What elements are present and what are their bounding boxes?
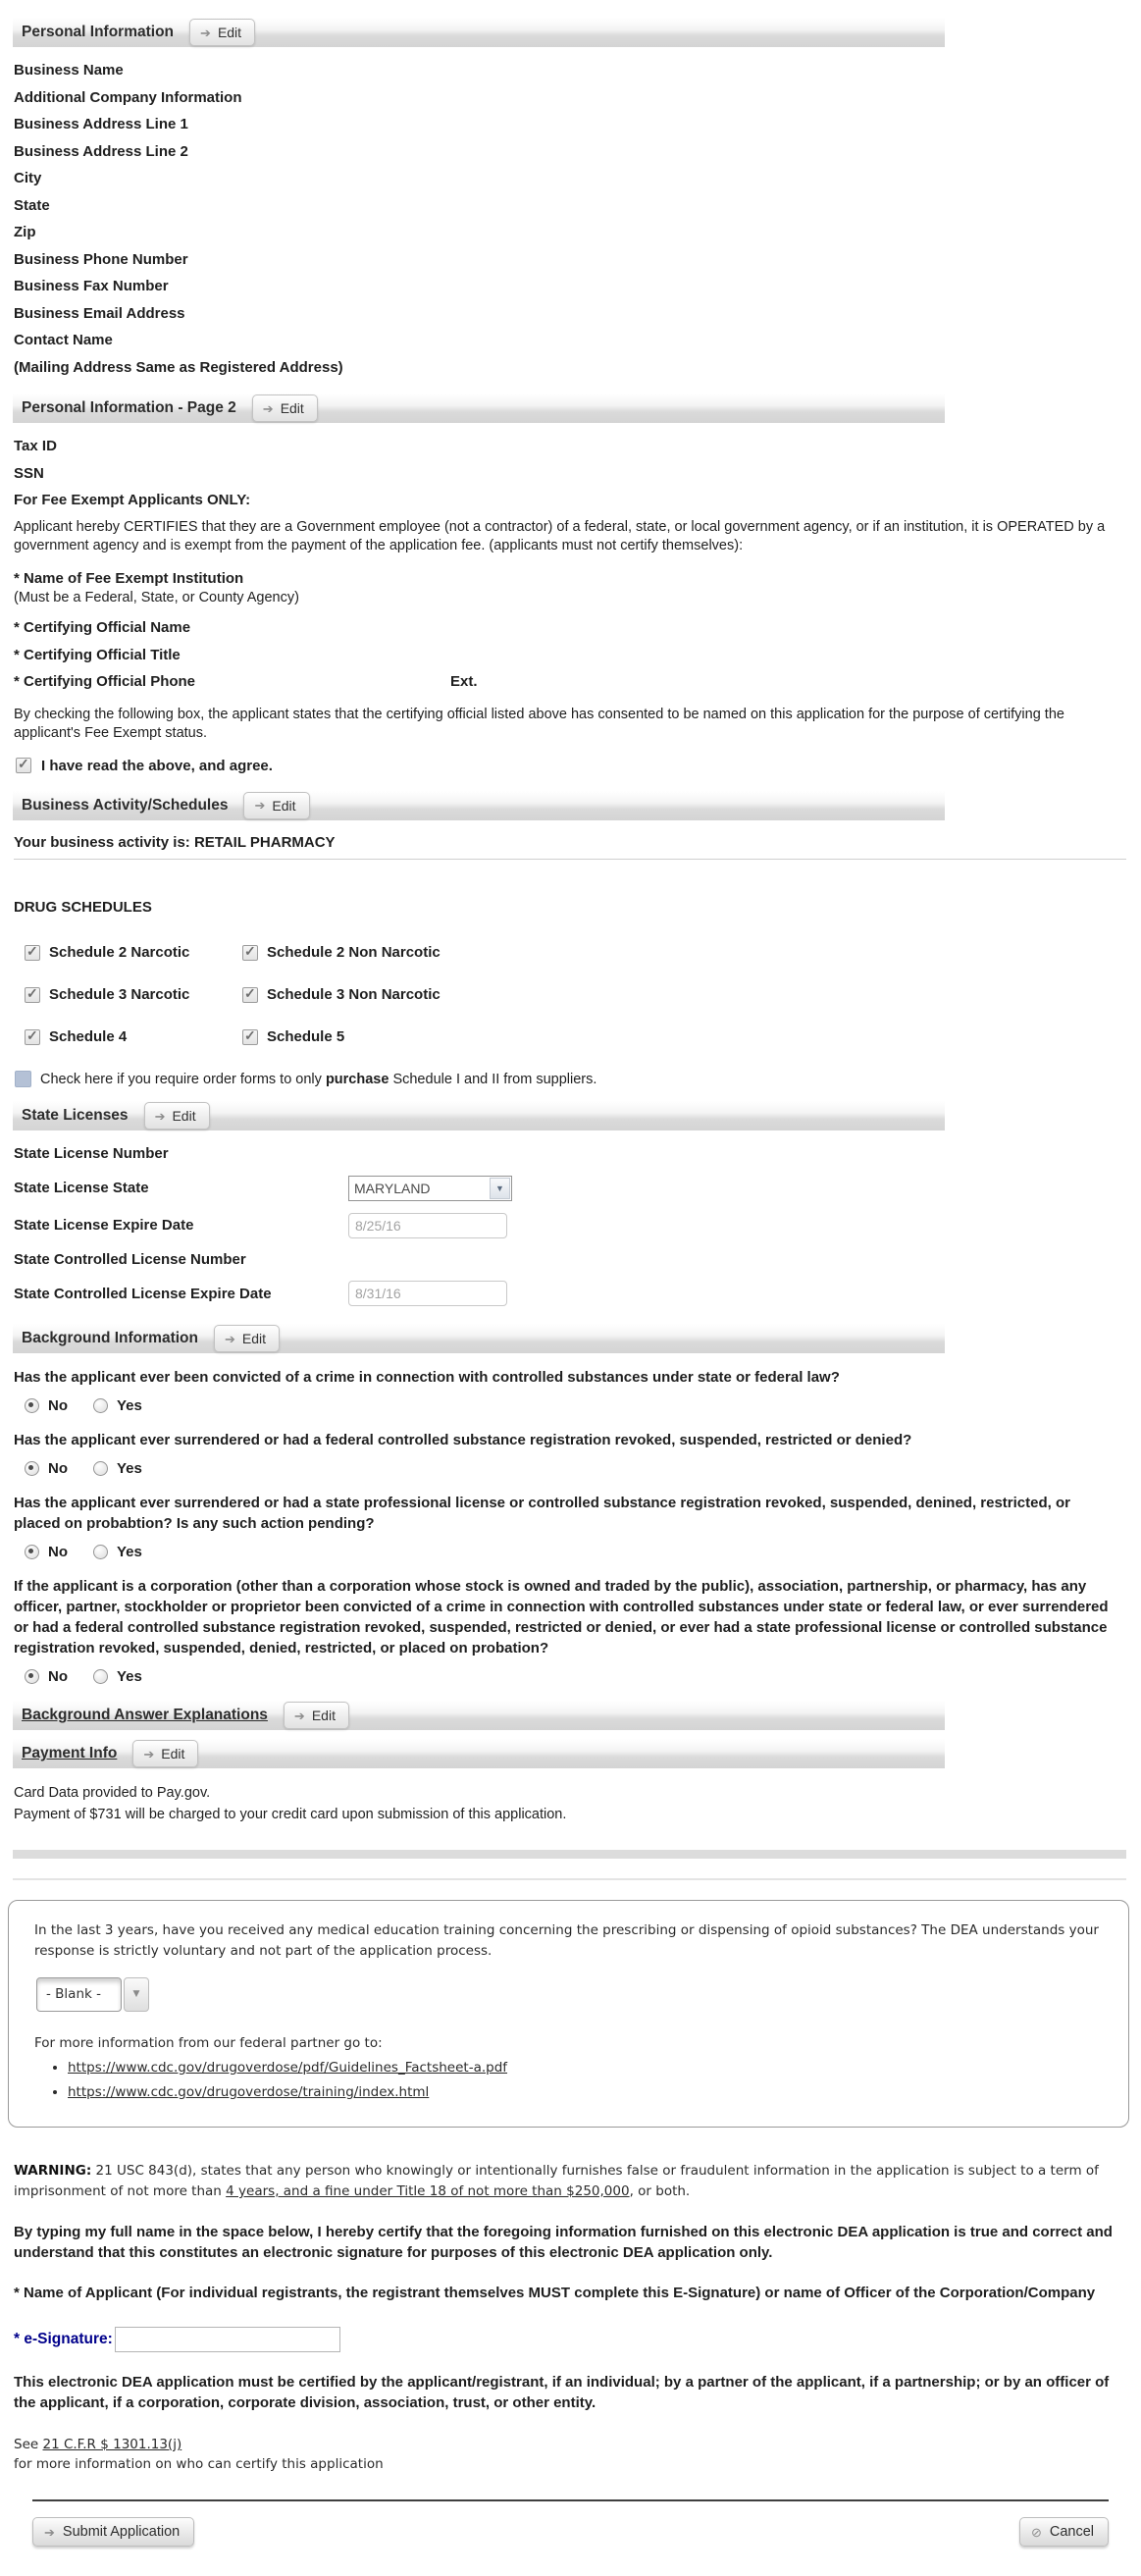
esignature-row	[14, 2327, 1141, 2352]
background-answer-3	[25, 1544, 1141, 1560]
dropdown-value: - Blank -	[36, 1977, 122, 2012]
arrow-right-icon: ➔	[44, 2524, 55, 2540]
field-label-certifying-official-title: * Certifying Official Title	[14, 646, 181, 663]
schedule-label: Schedule 2 Non Narcotic	[267, 944, 441, 961]
drug-schedules-heading: DRUG SCHEDULES	[14, 898, 152, 916]
field-label-state-license-expire: State License Expire Date	[14, 1217, 194, 1234]
section-header-background-explanations	[13, 1701, 945, 1730]
section-header-personal-info-2	[13, 394, 945, 423]
edit-button-label: Edit	[311, 1708, 336, 1723]
section-header-payment-info	[13, 1739, 945, 1768]
esignature-label: * e-Signature:	[14, 2331, 113, 2347]
answer-option-no	[25, 1668, 68, 1685]
section-title: Background Answer Explanations	[22, 1707, 268, 1723]
schedule-2-non-narcotic-checkbox[interactable]	[242, 945, 258, 961]
schedule-3-narcotic-checkbox[interactable]	[25, 987, 40, 1003]
section-title: Payment Info	[22, 1745, 118, 1761]
schedule-label: Schedule 5	[267, 1028, 345, 1045]
opioid-survey-box	[8, 1900, 1129, 2128]
section-title: State Licenses	[22, 1107, 129, 1124]
agree-checkbox[interactable]	[16, 758, 31, 773]
field-label-email: Business Email Address	[14, 304, 185, 322]
schedule-item	[242, 986, 535, 1003]
radio-no-label: No	[48, 1668, 68, 1685]
radio-no-selected[interactable]	[25, 1545, 39, 1559]
radio-no-label: No	[48, 1460, 68, 1477]
section-header-state-licenses	[13, 1101, 945, 1130]
drug-schedules-grid	[25, 944, 535, 1045]
field-label-address-line-1: Business Address Line 1	[14, 116, 188, 132]
chevron-down-icon: ▼	[490, 1178, 510, 1199]
background-question-3: Has the applicant ever surrendered or had a state professional license or controlled substance registration revoked, suspended, denined, restricted, or placed on probabtion? Is any such action pending?	[14, 1495, 1070, 1532]
radio-no-label: No	[48, 1544, 68, 1560]
schedule-label: Schedule 2 Narcotic	[49, 944, 190, 961]
background-answer-4	[25, 1668, 1141, 1685]
warning-penalty-text: 4 years, and a fine under Title 18 of not more than $250,000	[226, 2183, 630, 2199]
edit-state-licenses-button[interactable]	[144, 1102, 210, 1130]
cancel-button[interactable]	[1019, 2517, 1109, 2547]
arrow-right-icon: ➔	[224, 1331, 235, 1346]
controlled-license-expire-input[interactable]	[348, 1281, 507, 1306]
opioid-question: In the last 3 years, have you received any medical education training concerning the prescribing or dispensing of opioid substances? The DEA understands your response is strictly voluntary and not part of the application process.	[34, 1922, 1099, 1959]
schedule-label: Schedule 3 Non Narcotic	[267, 986, 441, 1003]
schedule-item	[242, 944, 535, 961]
field-label-contact-name: Contact Name	[14, 332, 113, 348]
schedule-item	[25, 1028, 242, 1045]
schedule-4-checkbox[interactable]	[25, 1029, 40, 1045]
radio-yes[interactable]	[93, 1669, 108, 1684]
section-title: Business Activity/Schedules	[22, 796, 229, 814]
answer-option-no	[25, 1397, 68, 1414]
edit-button-label: Edit	[161, 1746, 185, 1761]
state-license-expire-input[interactable]	[348, 1213, 507, 1238]
answer-option-yes	[93, 1397, 142, 1414]
state-license-state-select[interactable]	[348, 1176, 512, 1201]
agree-row	[16, 758, 1141, 774]
answer-option-yes	[93, 1668, 142, 1685]
field-label-ssn: SSN	[14, 464, 44, 482]
edit-background-info-button[interactable]	[214, 1325, 280, 1352]
payment-line-1: Card Data provided to Pay.gov.	[14, 1785, 211, 1801]
field-label-state-license-state: State License State	[14, 1180, 149, 1196]
arrow-right-icon: ➔	[154, 1108, 166, 1124]
field-label-controlled-license-number: State Controlled License Number	[14, 1250, 246, 1268]
radio-yes-label: Yes	[117, 1668, 142, 1685]
field-label-city: City	[14, 170, 42, 186]
edit-payment-info-button[interactable]	[132, 1740, 198, 1767]
section-title: Background Information	[22, 1330, 198, 1346]
payment-line-2: Payment of $731 will be charged to your credit card upon submission of this application.	[14, 1806, 567, 1822]
field-label-business-name: Business Name	[14, 62, 124, 79]
cfr-link[interactable]: 21 C.F.R $ 1301.13(j)	[42, 2437, 182, 2452]
field-label-additional-company-info: Additional Company Information	[14, 88, 242, 106]
edit-button-label: Edit	[280, 400, 304, 416]
esignature-input[interactable]	[115, 2327, 340, 2352]
cdc-guidelines-link[interactable]: https://www.cdc.gov/drugoverdose/pdf/Guidelines_Factsheet-a.pdf	[68, 2060, 508, 2076]
warning-label: WARNING:	[14, 2163, 92, 2179]
background-question-2: Has the applicant ever surrendered or had a federal controlled substance registration revoked, suspended, restricted or denied?	[14, 1432, 912, 1448]
radio-yes[interactable]	[93, 1461, 108, 1476]
schedule-label: Schedule 4	[49, 1028, 128, 1045]
field-label-tax-id: Tax ID	[14, 438, 57, 454]
section-header-background-info	[13, 1324, 945, 1353]
warning-paragraph: WARNING: 21 USC 843(d), states that any person who knowingly or intentionally furnishes false or fraudulent information in the application is subject to a term of imprisonment of not more than 4 years, and a fine under Title 18 of not more than $250,000, or both.	[14, 2163, 1099, 2199]
background-answer-2	[25, 1460, 1141, 1477]
fee-exempt-text: Applicant hereby CERTIFIES that they are a Government employee (not a contractor) of a federal, state, or local government agency, or if an institution, it is OPERATED by a government agency and is exempt from the payment of the application fee. (applicants must not certify themselves):	[14, 518, 1106, 553]
field-label-certifying-official-phone-row	[14, 673, 1141, 692]
chevron-down-icon[interactable]: ▼	[124, 1977, 149, 2012]
radio-no-selected[interactable]	[25, 1461, 39, 1476]
radio-no-selected[interactable]	[25, 1669, 39, 1684]
submit-application-button[interactable]	[32, 2517, 194, 2547]
edit-personal-info-2-button[interactable]	[252, 394, 318, 422]
schedule-3-non-narcotic-checkbox[interactable]	[242, 987, 258, 1003]
more-info-text: For more information from our federal partner go to:	[34, 2035, 383, 2051]
fee-exempt-heading: For Fee Exempt Applicants ONLY:	[14, 492, 251, 508]
edit-button-label: Edit	[241, 1331, 267, 1346]
certified-by-statement: This electronic DEA application must be certified by the applicant/registrant, if an individual; by a partner of the applicant, if a partnership; or by an officer of the applicant, if a corporation, corporate division, association, trust, or other entity.	[14, 2374, 1110, 2411]
section-title: Personal Information	[22, 24, 175, 40]
field-label-controlled-license-expire: State Controlled License Expire Date	[14, 1285, 272, 1302]
edit-button-label: Edit	[217, 25, 242, 40]
business-activity-value: Your business activity is: RETAIL PHARMACY	[14, 834, 1126, 860]
edit-personal-info-button[interactable]	[189, 19, 255, 46]
action-bar	[32, 2499, 1109, 2576]
schedule-item	[242, 1028, 535, 1045]
controlled-license-expire-row	[14, 1281, 1141, 1306]
arrow-right-icon: ➔	[143, 1746, 155, 1761]
order-forms-checkbox[interactable]	[15, 1071, 31, 1087]
section-header-business-activity	[13, 791, 945, 820]
arrow-right-icon: ➔	[254, 798, 266, 813]
arrow-right-icon: ➔	[262, 400, 274, 416]
schedule-item	[25, 986, 242, 1003]
section-divider-bar	[13, 1850, 1126, 1859]
answer-option-yes	[93, 1544, 142, 1560]
radio-yes[interactable]	[93, 1398, 108, 1413]
cancel-icon: ⊘	[1030, 2524, 1042, 2540]
schedule-item	[25, 944, 242, 961]
field-label-state: State	[14, 196, 50, 214]
cfr-reference-note: for more information on who can certify this application	[14, 2456, 384, 2472]
field-label-fee-exempt-institution: * Name of Fee Exempt Institution	[14, 569, 244, 587]
section-header-personal-info	[13, 18, 945, 47]
edit-background-explanations-button[interactable]	[284, 1702, 349, 1729]
cfr-reference: See 21 C.F.R $ 1301.13(j) for more information on who can certify this application	[14, 2437, 384, 2472]
schedule-5-checkbox[interactable]	[242, 1029, 258, 1045]
field-label-address-line-2: Business Address Line 2	[14, 142, 188, 160]
field-label-zip: Zip	[14, 224, 36, 240]
radio-no-label: No	[48, 1397, 68, 1414]
section-title: Personal Information - Page 2	[22, 399, 236, 416]
edit-business-activity-button[interactable]	[243, 792, 309, 819]
edit-button-label: Edit	[272, 797, 296, 814]
order-forms-row	[15, 1071, 1141, 1087]
thin-divider-line	[13, 1878, 1126, 1880]
field-label-phone: Business Phone Number	[14, 250, 188, 268]
state-license-expire-row	[14, 1213, 1141, 1238]
certify-statement: By typing my full name in the space below, I hereby certify that the foregoing information furnished on this electronic DEA application is true and correct and understand that this constitutes an electronic signature for purposes of this electronic DEA application only.	[14, 2224, 1113, 2261]
select-value: MARYLAND	[354, 1180, 431, 1196]
field-label-ext: Ext.	[450, 673, 478, 690]
state-license-state-row	[14, 1176, 1141, 1201]
field-label-certifying-official-phone: * Certifying Official Phone	[14, 673, 196, 690]
radio-yes[interactable]	[93, 1545, 108, 1559]
agree-label: I have read the above, and agree.	[41, 757, 273, 774]
consent-text: By checking the following box, the applicant states that the certifying official listed above has consented to be named on this application for the purpose of certifying the applicant's Fee Exempt status.	[14, 706, 1064, 741]
list-item	[68, 2082, 1105, 2103]
schedule-2-narcotic-checkbox[interactable]	[25, 945, 40, 961]
submit-button-label: Submit Application	[62, 2524, 181, 2540]
background-answer-1	[25, 1397, 1141, 1414]
answer-option-no	[25, 1460, 68, 1477]
radio-yes-label: Yes	[117, 1544, 142, 1560]
field-label-certifying-official-name: * Certifying Official Name	[14, 619, 191, 636]
federal-partner-links	[34, 2058, 1105, 2103]
background-question-1: Has the applicant ever been convicted of a crime in connection with controlled substances under state or federal law?	[14, 1369, 840, 1386]
schedule-label: Schedule 3 Narcotic	[49, 986, 190, 1003]
name-of-applicant-label: * Name of Applicant (For individual registrants, the registrant themselves MUST complete this E-Signature) or name of Officer of the Corporation/Company	[14, 2285, 1096, 2301]
background-question-4: If the applicant is a corporation (other than a corporation whose stock is owned and traded by the public), association, partnership, or pharmacy, has any officer, partner, stockholder or proprietor been convicted of a crime in connection with controlled substances under state or federal law, or ever surrendered or had a federal controlled substance registration revoked, suspended, restricted or denied, or ever had a state professional license or controlled substance registration revoked, suspended, denied, restricted, or placed on probation?	[14, 1578, 1109, 1656]
radio-no-selected[interactable]	[25, 1398, 39, 1413]
radio-yes-label: Yes	[117, 1460, 142, 1477]
answer-option-no	[25, 1544, 68, 1560]
fee-exempt-institution-hint: (Must be a Federal, State, or County Agency)	[14, 590, 299, 605]
answer-option-yes	[93, 1460, 142, 1477]
edit-button-label: Edit	[172, 1108, 196, 1124]
order-forms-label: Check here if you require order forms to only purchase Schedule I and II from suppliers.	[40, 1071, 597, 1087]
field-label-mailing-address-note: (Mailing Address Same as Registered Address)	[14, 358, 343, 376]
field-label-state-license-number: State License Number	[14, 1145, 169, 1162]
field-label-fax: Business Fax Number	[14, 278, 169, 294]
arrow-right-icon: ➔	[200, 25, 211, 40]
cdc-training-link[interactable]: https://www.cdc.gov/drugoverdose/training/index.html	[68, 2084, 430, 2100]
radio-yes-label: Yes	[117, 1397, 142, 1414]
arrow-right-icon: ➔	[293, 1708, 305, 1723]
cancel-button-label: Cancel	[1049, 2524, 1094, 2540]
opioid-response-dropdown[interactable]	[36, 1977, 149, 2012]
list-item	[68, 2058, 1105, 2078]
